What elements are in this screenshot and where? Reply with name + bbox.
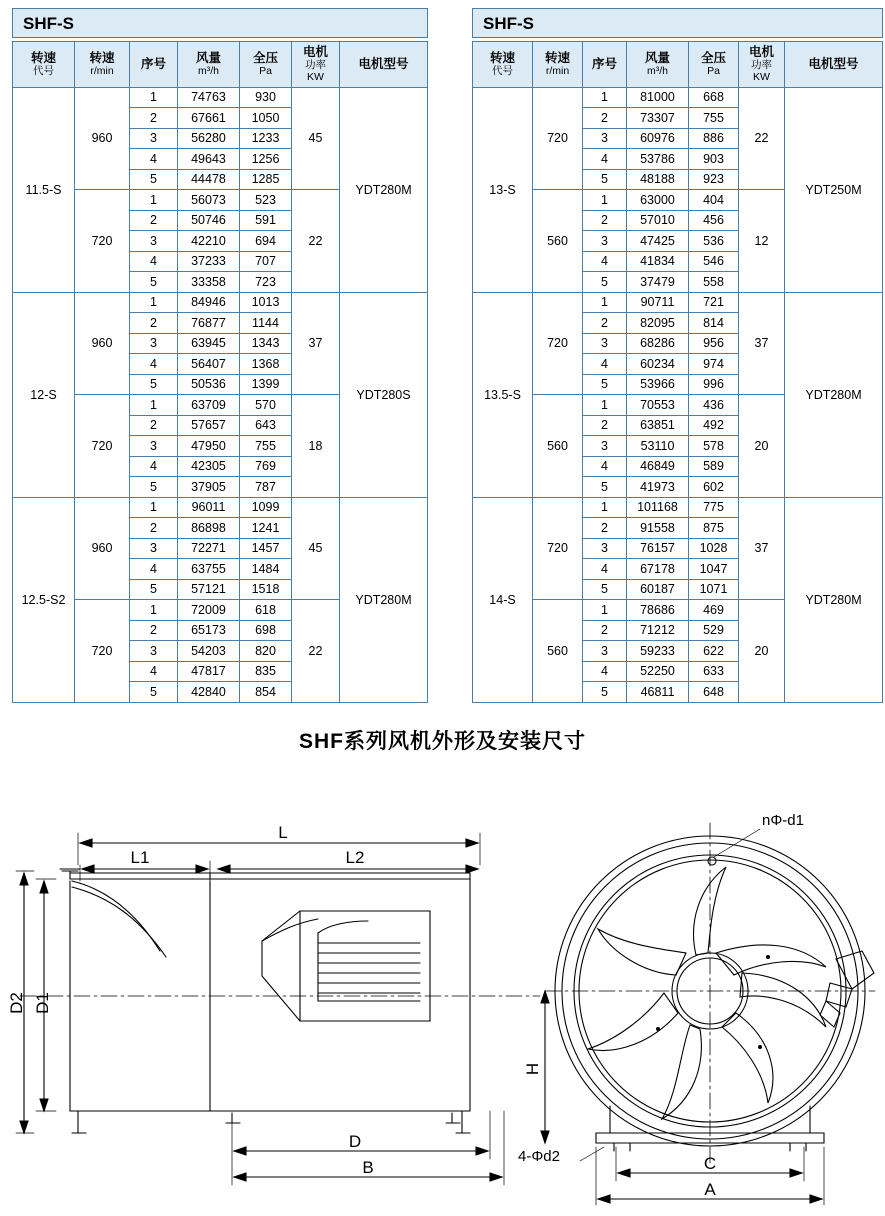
cell-airflow: 57010: [627, 210, 689, 231]
cell-airflow: 84946: [178, 292, 240, 313]
cell-airflow: 57121: [178, 579, 240, 600]
th-speed-code: 转速 代号: [13, 42, 75, 88]
cell-pressure: 492: [689, 415, 739, 436]
cell-rpm: 720: [533, 497, 583, 600]
cell-airflow: 72009: [178, 600, 240, 621]
cell-index: 2: [583, 620, 627, 641]
th-pressure: 全压 Pa: [689, 42, 739, 88]
cell-motor-model: YDT280M: [785, 497, 883, 702]
spec-table-left-body: [13, 87, 428, 702]
cell-index: 5: [130, 682, 178, 703]
cell-airflow: 60187: [627, 579, 689, 600]
cell-rpm: 720: [533, 87, 583, 190]
label-4-phi-d2: 4-Φd2: [518, 1147, 560, 1165]
cell-airflow: 90711: [627, 292, 689, 313]
cell-airflow: 49643: [178, 149, 240, 170]
table-title-right: SHF-S: [472, 8, 883, 38]
label-L2: L2: [345, 847, 365, 867]
cell-index: 5: [583, 169, 627, 190]
cell-index: 2: [583, 518, 627, 539]
cell-pressure: 974: [689, 354, 739, 375]
cell-motor-model: YDT280M: [340, 87, 428, 292]
th-speed-code: 转速 代号: [473, 42, 533, 88]
cell-pressure: 1099: [240, 497, 292, 518]
cell-airflow: 33358: [178, 272, 240, 293]
cell-pressure: 591: [240, 210, 292, 231]
cell-pressure: 1047: [689, 559, 739, 580]
cell-motor-model: YDT280M: [785, 292, 883, 497]
cell-pressure: 602: [689, 477, 739, 498]
cell-pressure: 775: [689, 497, 739, 518]
cell-index: 4: [130, 661, 178, 682]
cell-index: 2: [130, 210, 178, 231]
cell-pressure: 436: [689, 395, 739, 416]
cell-index: 2: [583, 313, 627, 334]
cell-index: 2: [130, 620, 178, 641]
cell-index: 1: [130, 190, 178, 211]
cell-pressure: 721: [689, 292, 739, 313]
cell-pressure: 923: [689, 169, 739, 190]
cell-index: 4: [583, 661, 627, 682]
cell-index: 5: [583, 374, 627, 395]
cell-pressure: 633: [689, 661, 739, 682]
cell-airflow: 42210: [178, 231, 240, 252]
cell-speed-code: 13.5-S: [473, 292, 533, 497]
label-L: L: [278, 822, 288, 842]
th-index: 序号: [583, 42, 627, 88]
cell-pressure: 546: [689, 251, 739, 272]
cell-pressure: 835: [240, 661, 292, 682]
cell-pressure: 523: [240, 190, 292, 211]
th-airflow: 风量 m³/h: [627, 42, 689, 88]
cell-pressure: 956: [689, 333, 739, 354]
cell-pressure: 1050: [240, 108, 292, 129]
cell-pressure: 1256: [240, 149, 292, 170]
cell-airflow: 53786: [627, 149, 689, 170]
cell-index: 5: [130, 579, 178, 600]
table-header-row: [13, 42, 428, 88]
cell-airflow: 76157: [627, 538, 689, 559]
cell-index: 3: [583, 333, 627, 354]
spec-table-block-left: [12, 8, 428, 703]
cell-pressure: 536: [689, 231, 739, 252]
cell-power: 22: [292, 190, 340, 293]
cell-index: 1: [130, 292, 178, 313]
cell-index: 1: [583, 292, 627, 313]
table-row: [13, 497, 428, 518]
cell-pressure: 1233: [240, 128, 292, 149]
cell-airflow: 37905: [178, 477, 240, 498]
cell-pressure: 1484: [240, 559, 292, 580]
cell-pressure: 1285: [240, 169, 292, 190]
cell-airflow: 81000: [627, 87, 689, 108]
cell-airflow: 63000: [627, 190, 689, 211]
cell-airflow: 86898: [178, 518, 240, 539]
cell-pressure: 570: [240, 395, 292, 416]
cell-pressure: 404: [689, 190, 739, 211]
cell-power: 20: [739, 600, 785, 703]
cell-index: 3: [583, 128, 627, 149]
cell-pressure: 755: [689, 108, 739, 129]
cell-index: 3: [583, 231, 627, 252]
cell-pressure: 1457: [240, 538, 292, 559]
cell-pressure: 589: [689, 456, 739, 477]
cell-index: 2: [130, 415, 178, 436]
cell-airflow: 73307: [627, 108, 689, 129]
cell-power: 12: [739, 190, 785, 293]
cell-pressure: 469: [689, 600, 739, 621]
cell-pressure: 648: [689, 682, 739, 703]
cell-rpm: 720: [533, 292, 583, 395]
cell-index: 5: [130, 169, 178, 190]
cell-airflow: 76877: [178, 313, 240, 334]
cell-rpm: 960: [75, 292, 130, 395]
cell-airflow: 71212: [627, 620, 689, 641]
cell-rpm: 960: [75, 497, 130, 600]
cell-pressure: 578: [689, 436, 739, 457]
cell-index: 1: [583, 190, 627, 211]
th-speed-rpm: 转速 r/min: [533, 42, 583, 88]
cell-airflow: 60234: [627, 354, 689, 375]
cell-airflow: 42305: [178, 456, 240, 477]
cell-airflow: 47950: [178, 436, 240, 457]
cell-speed-code: 14-S: [473, 497, 533, 702]
cell-index: 3: [583, 641, 627, 662]
cell-airflow: 101168: [627, 497, 689, 518]
cell-airflow: 44478: [178, 169, 240, 190]
cell-pressure: 814: [689, 313, 739, 334]
cell-speed-code: 13-S: [473, 87, 533, 292]
cell-index: 5: [130, 374, 178, 395]
cell-power: 45: [292, 87, 340, 190]
cell-power: 18: [292, 395, 340, 498]
cell-index: 4: [583, 354, 627, 375]
cell-index: 2: [130, 313, 178, 334]
cell-pressure: 1518: [240, 579, 292, 600]
cell-index: 5: [130, 477, 178, 498]
cell-airflow: 54203: [178, 641, 240, 662]
cell-airflow: 60976: [627, 128, 689, 149]
cell-index: 3: [583, 538, 627, 559]
cell-rpm: 560: [533, 395, 583, 498]
cell-pressure: 668: [689, 87, 739, 108]
label-C: C: [703, 1153, 717, 1173]
cell-pressure: 875: [689, 518, 739, 539]
section-title: SHF系列风机外形及安装尺寸: [299, 729, 586, 753]
drawing-svg: [0, 761, 885, 1216]
cell-power: 22: [292, 600, 340, 703]
cell-power: 37: [292, 292, 340, 395]
cell-pressure: 820: [240, 641, 292, 662]
cell-index: 1: [583, 497, 627, 518]
th-motor-model: 电机型号: [340, 42, 428, 88]
cell-index: 1: [583, 87, 627, 108]
cell-index: 1: [583, 600, 627, 621]
cell-pressure: 854: [240, 682, 292, 703]
cell-rpm: 720: [75, 190, 130, 293]
table-title-left: SHF-S: [12, 8, 428, 38]
cell-rpm: 960: [75, 87, 130, 190]
cell-airflow: 67178: [627, 559, 689, 580]
cell-index: 5: [583, 272, 627, 293]
cell-pressure: 456: [689, 210, 739, 231]
cell-airflow: 56280: [178, 128, 240, 149]
th-speed-rpm: 转速 r/min: [75, 42, 130, 88]
cell-pressure: 1071: [689, 579, 739, 600]
cell-pressure: 707: [240, 251, 292, 272]
cell-pressure: 1368: [240, 354, 292, 375]
cell-rpm: 720: [75, 600, 130, 703]
cell-pressure: 529: [689, 620, 739, 641]
cell-airflow: 47425: [627, 231, 689, 252]
spec-table-right-body: [473, 87, 883, 702]
cell-airflow: 63709: [178, 395, 240, 416]
cell-airflow: 47817: [178, 661, 240, 682]
spec-table-left: [12, 41, 428, 703]
table-row: [473, 497, 883, 518]
cell-airflow: 53110: [627, 436, 689, 457]
cell-airflow: 91558: [627, 518, 689, 539]
cell-pressure: 903: [689, 149, 739, 170]
cell-pressure: 787: [240, 477, 292, 498]
cell-rpm: 560: [533, 190, 583, 293]
cell-pressure: 698: [240, 620, 292, 641]
cell-power: 20: [739, 395, 785, 498]
cell-pressure: 1013: [240, 292, 292, 313]
cell-index: 5: [130, 272, 178, 293]
cell-pressure: 723: [240, 272, 292, 293]
label-B: B: [362, 1157, 374, 1177]
cell-speed-code: 12.5-S2: [13, 497, 75, 702]
cell-pressure: 930: [240, 87, 292, 108]
table-header-row: [473, 42, 883, 88]
cell-index: 2: [583, 108, 627, 129]
table-row: [13, 87, 428, 108]
table-row: [473, 87, 883, 108]
cell-airflow: 63755: [178, 559, 240, 580]
cell-airflow: 74763: [178, 87, 240, 108]
cell-airflow: 41834: [627, 251, 689, 272]
cell-index: 5: [583, 579, 627, 600]
cell-index: 1: [130, 87, 178, 108]
cell-pressure: 1399: [240, 374, 292, 395]
cell-airflow: 41973: [627, 477, 689, 498]
th-index: 序号: [130, 42, 178, 88]
cell-airflow: 46849: [627, 456, 689, 477]
cell-index: 4: [583, 251, 627, 272]
cell-airflow: 53966: [627, 374, 689, 395]
th-airflow: 风量 m³/h: [178, 42, 240, 88]
cell-index: 3: [130, 128, 178, 149]
cell-index: 1: [130, 497, 178, 518]
cell-index: 4: [130, 149, 178, 170]
th-pressure: 全压 Pa: [240, 42, 292, 88]
cell-index: 1: [130, 395, 178, 416]
cell-speed-code: 12-S: [13, 292, 75, 497]
cell-index: 2: [130, 518, 178, 539]
cell-index: 2: [583, 415, 627, 436]
cell-airflow: 46811: [627, 682, 689, 703]
cell-airflow: 50746: [178, 210, 240, 231]
cell-airflow: 50536: [178, 374, 240, 395]
cell-airflow: 96011: [178, 497, 240, 518]
cell-motor-model: YDT250M: [785, 87, 883, 292]
cell-motor-model: YDT280S: [340, 292, 428, 497]
cell-pressure: 618: [240, 600, 292, 621]
cell-index: 4: [130, 559, 178, 580]
cell-pressure: 769: [240, 456, 292, 477]
cell-pressure: 1028: [689, 538, 739, 559]
label-D1: D1: [33, 991, 52, 1014]
cell-index: 4: [583, 149, 627, 170]
cell-index: 3: [130, 436, 178, 457]
cell-rpm: 560: [533, 600, 583, 703]
cell-index: 3: [130, 231, 178, 252]
cell-airflow: 52250: [627, 661, 689, 682]
th-power: 电机 功率 KW: [739, 42, 785, 88]
cell-index: 2: [130, 108, 178, 129]
cell-airflow: 82095: [627, 313, 689, 334]
cell-pressure: 694: [240, 231, 292, 252]
cell-index: 4: [583, 559, 627, 580]
label-n-phi-d1: nΦ-d1: [762, 811, 804, 829]
cell-index: 3: [130, 333, 178, 354]
cell-pressure: 622: [689, 641, 739, 662]
cell-airflow: 68286: [627, 333, 689, 354]
cell-power: 37: [739, 292, 785, 395]
spec-table-right: [472, 41, 883, 703]
cell-pressure: 1343: [240, 333, 292, 354]
label-D2: D2: [7, 991, 26, 1014]
cell-pressure: 755: [240, 436, 292, 457]
cell-power: 37: [739, 497, 785, 600]
table-row: [13, 292, 428, 313]
cell-index: 4: [130, 456, 178, 477]
cell-airflow: 70553: [627, 395, 689, 416]
cell-airflow: 56407: [178, 354, 240, 375]
cell-index: 3: [130, 641, 178, 662]
cell-index: 4: [130, 251, 178, 272]
cell-index: 4: [130, 354, 178, 375]
cell-index: 1: [583, 395, 627, 416]
cell-speed-code: 11.5-S: [13, 87, 75, 292]
dimension-drawing: [0, 761, 885, 1216]
cell-pressure: 1144: [240, 313, 292, 334]
cell-airflow: 56073: [178, 190, 240, 211]
cell-power: 22: [739, 87, 785, 190]
cell-airflow: 67661: [178, 108, 240, 129]
label-H: H: [523, 1062, 542, 1075]
cell-airflow: 57657: [178, 415, 240, 436]
cell-index: 2: [583, 210, 627, 231]
th-power: 电机 功率 KW: [292, 42, 340, 88]
cell-power: 45: [292, 497, 340, 600]
label-D: D: [348, 1131, 362, 1151]
cell-airflow: 63851: [627, 415, 689, 436]
cell-airflow: 42840: [178, 682, 240, 703]
cell-airflow: 37479: [627, 272, 689, 293]
th-motor-model: 电机型号: [785, 42, 883, 88]
cell-airflow: 37233: [178, 251, 240, 272]
cell-index: 3: [583, 436, 627, 457]
cell-pressure: 1241: [240, 518, 292, 539]
cell-index: 3: [130, 538, 178, 559]
cell-airflow: 65173: [178, 620, 240, 641]
table-row: [473, 292, 883, 313]
cell-rpm: 720: [75, 395, 130, 498]
cell-airflow: 59233: [627, 641, 689, 662]
spec-table-block-right: [472, 8, 883, 703]
cell-pressure: 996: [689, 374, 739, 395]
cell-airflow: 63945: [178, 333, 240, 354]
cell-index: 1: [130, 600, 178, 621]
cell-airflow: 72271: [178, 538, 240, 559]
cell-pressure: 886: [689, 128, 739, 149]
cell-index: 4: [583, 456, 627, 477]
cell-motor-model: YDT280M: [340, 497, 428, 702]
cell-airflow: 78686: [627, 600, 689, 621]
label-L1: L1: [130, 847, 150, 867]
label-A: A: [704, 1179, 716, 1199]
cell-pressure: 558: [689, 272, 739, 293]
cell-index: 5: [583, 477, 627, 498]
cell-index: 5: [583, 682, 627, 703]
cell-pressure: 643: [240, 415, 292, 436]
cell-airflow: 48188: [627, 169, 689, 190]
